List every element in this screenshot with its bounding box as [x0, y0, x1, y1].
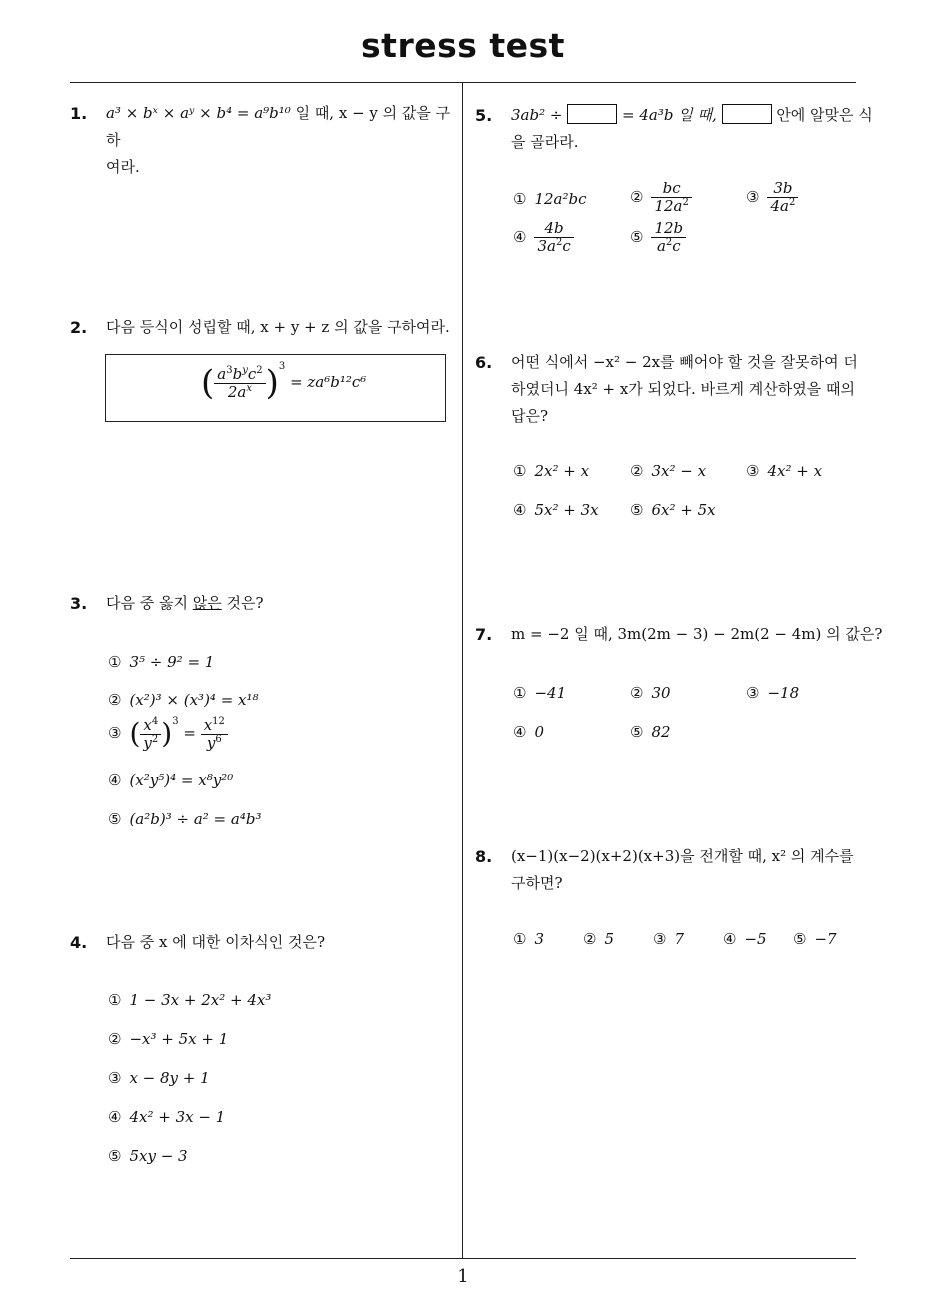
- option-4[interactable]: ④ −5: [723, 930, 767, 948]
- option-4[interactable]: ④ $\frac{4b}{3a^2c}$: [513, 220, 574, 255]
- equation: 3ab² ÷: [511, 106, 563, 124]
- equation: = 4a³b 일 때,: [622, 106, 717, 124]
- option-4[interactable]: ④ 5x² + 3x: [513, 501, 599, 519]
- option-1[interactable]: ① 12a²bc: [513, 190, 587, 208]
- question-text: 구하면?: [511, 874, 563, 892]
- equation: a³ × bˣ × aʸ × b⁴ = a⁹b¹⁰: [106, 104, 291, 122]
- option-2[interactable]: ② $\frac{bc}{12a^2}$: [630, 180, 692, 215]
- question-text: 안에 알맞은 식: [776, 106, 873, 124]
- question-text: 다음 중 x 에 대한 이차식인 것은?: [106, 933, 325, 951]
- question-number: 2.: [70, 318, 88, 337]
- option-text: −18: [767, 684, 800, 702]
- option-2[interactable]: ② 3x² − x: [630, 462, 707, 480]
- option-text: −5: [744, 930, 767, 948]
- question-number: 4.: [70, 933, 88, 952]
- option-5[interactable]: ⑤ 82: [630, 723, 671, 741]
- option-text: 6x² + 5x: [651, 501, 716, 519]
- option-3[interactable]: ③ ( $\frac{x^4}{y^2}$ )$^3$ = $\frac{x^{12}}{y^6}$: [108, 714, 228, 754]
- equation-rhs: = za⁶b¹²c⁶: [290, 373, 367, 391]
- equation: ( $\frac{a^3b^yc^2}{2a^x}$ )$^3$ = za⁶b¹²c⁶: [201, 361, 367, 403]
- option-text: 5x² + 3x: [534, 501, 599, 519]
- question-stem: [511, 102, 873, 156]
- option-text: 12a²bc: [534, 190, 587, 208]
- option-3[interactable]: ③ $\frac{3b}{4a^2}$: [746, 180, 798, 215]
- option-text: 3x² − x: [651, 462, 707, 480]
- option-5[interactable]: ⑤ $\frac{12b}{a^2c}$: [630, 220, 686, 255]
- option-text: 3: [534, 930, 544, 948]
- option-4[interactable]: ④ (x²y⁵)⁴ = x⁸y²⁰: [108, 771, 234, 789]
- option-1[interactable]: ① −41: [513, 684, 567, 702]
- option-text: 2x² + x: [534, 462, 590, 480]
- option-text: x − 8y + 1: [129, 1069, 210, 1087]
- option-2[interactable]: ② −x³ + 5x + 1: [108, 1030, 229, 1048]
- option-text: 5xy − 3: [129, 1147, 188, 1165]
- option-5[interactable]: ⑤ 6x² + 5x: [630, 501, 716, 519]
- option-text: 3⁵ ÷ 9² = 1: [129, 653, 215, 671]
- question-number: 8.: [475, 847, 493, 866]
- option-2[interactable]: ② 5: [583, 930, 614, 948]
- question-text: 여라.: [106, 158, 140, 176]
- equation-box: [105, 354, 446, 422]
- option-text: 1 − 3x + 2x² + 4x³: [129, 991, 272, 1009]
- option-3[interactable]: ③ 7: [653, 930, 684, 948]
- page-number: 1: [457, 1266, 469, 1287]
- question-text: 다음 중 옳지: [106, 594, 193, 612]
- question-text: 일 때, x − y 의 값을 구하: [106, 104, 451, 149]
- question-text: 것은?: [221, 594, 264, 612]
- option-4[interactable]: ④ 0: [513, 723, 544, 741]
- option-1[interactable]: ① 2x² + x: [513, 462, 590, 480]
- option-text: 30: [651, 684, 671, 702]
- option-3[interactable]: ③ x − 8y + 1: [108, 1069, 210, 1087]
- answer-blank: [722, 104, 772, 124]
- option-text: −7: [814, 930, 837, 948]
- question-number: 3.: [70, 594, 88, 613]
- option-text: 5: [604, 930, 614, 948]
- option-2[interactable]: ② 30: [630, 684, 671, 702]
- option-text: 4x² + 3x − 1: [129, 1108, 226, 1126]
- header-divider: [70, 82, 856, 83]
- option-text: −41: [534, 684, 567, 702]
- option-text: 4x² + x: [767, 462, 823, 480]
- question-text: m = −2 일 때, 3m(2m − 3) − 2m(2 − 4m) 의 값은?: [511, 625, 883, 643]
- option-text: (a²b)³ ÷ a² = a⁴b³: [129, 810, 262, 828]
- option-text: (x²y⁵)⁴ = x⁸y²⁰: [129, 771, 234, 789]
- question-text: 하였더니 4x² + x가 되었다. 바르게 계산하였을 때의: [511, 380, 856, 398]
- option-4[interactable]: ④ 4x² + 3x − 1: [108, 1108, 226, 1126]
- option-text: −x³ + 5x + 1: [129, 1030, 229, 1048]
- question-text: 을 골라라.: [511, 133, 579, 151]
- question-number: 6.: [475, 353, 493, 372]
- option-1[interactable]: ① 3⁵ ÷ 9² = 1: [108, 653, 215, 671]
- column-divider: [462, 83, 463, 1258]
- option-text: 82: [651, 723, 671, 741]
- question-stem: [106, 590, 264, 617]
- answer-blank: [567, 104, 617, 124]
- option-3[interactable]: ③ 4x² + x: [746, 462, 823, 480]
- page-title: stress test: [361, 26, 565, 65]
- option-2[interactable]: ② (x²)³ × (x³)⁴ = x¹⁸: [108, 691, 259, 709]
- option-1[interactable]: ① 1 − 3x + 2x² + 4x³: [108, 991, 272, 1009]
- question-stem: [511, 843, 854, 897]
- option-5[interactable]: ⑤ 5xy − 3: [108, 1147, 188, 1165]
- option-text: (x²)³ × (x³)⁴ = x¹⁸: [129, 691, 259, 709]
- question-text: (x−1)(x−2)(x+2)(x+3)을 전개할 때, x² 의 계수를: [511, 847, 854, 865]
- option-text: 7: [674, 930, 684, 948]
- option-text: 0: [534, 723, 544, 741]
- question-text: 어떤 식에서 −x² − 2x를 빼어야 할 것을 잘못하여 더: [511, 353, 858, 371]
- question-text: 답은?: [511, 407, 549, 425]
- question-number: 5.: [475, 106, 493, 125]
- option-5[interactable]: ⑤ −7: [793, 930, 837, 948]
- footer-divider: [70, 1258, 856, 1259]
- option-1[interactable]: ① 3: [513, 930, 544, 948]
- question-number: 1.: [70, 104, 88, 123]
- question-text: 다음 등식이 성립할 때, x + y + z 의 값을 구하여라.: [106, 318, 450, 336]
- option-3[interactable]: ③ −18: [746, 684, 800, 702]
- question-stem: [511, 349, 858, 430]
- option-5[interactable]: ⑤ (a²b)³ ÷ a² = a⁴b³: [108, 810, 262, 828]
- question-number: 7.: [475, 625, 493, 644]
- question-stem: [106, 100, 460, 181]
- underlined-text: 않은: [192, 594, 222, 612]
